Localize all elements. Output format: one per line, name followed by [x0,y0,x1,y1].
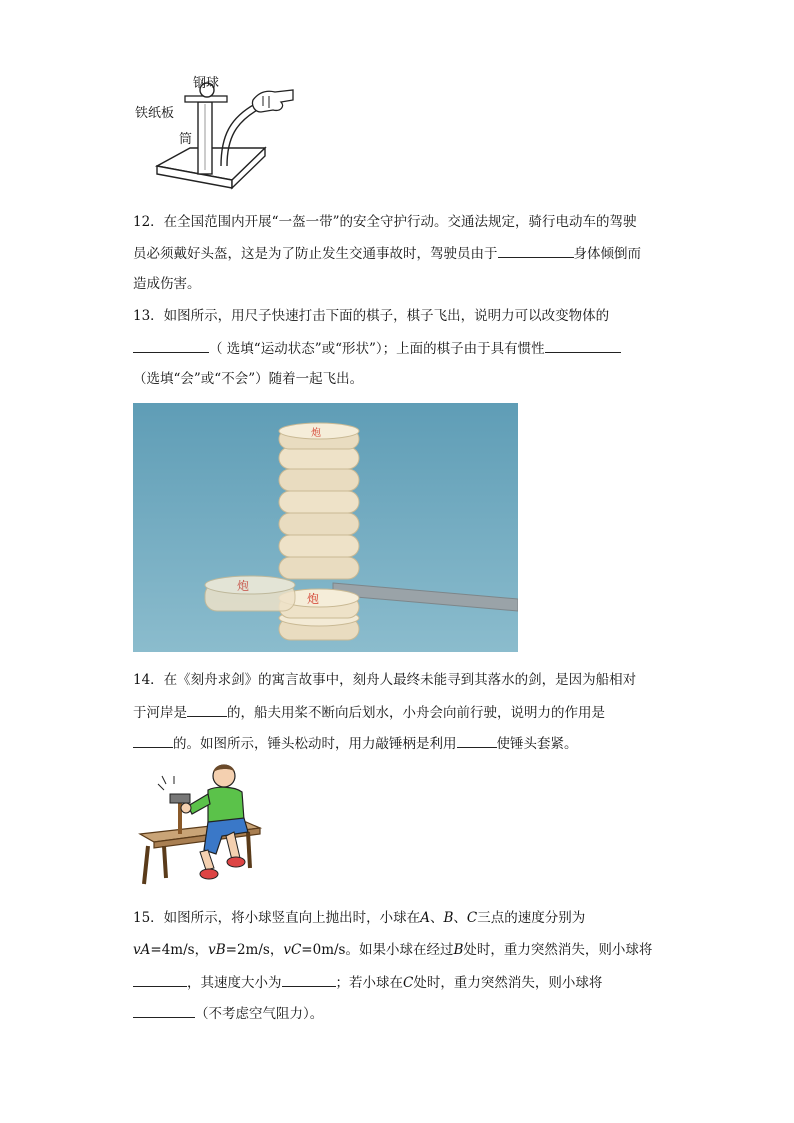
q15-blank-3[interactable] [133,1003,195,1018]
q14-line1: 14．在《刻舟求剑》的寓言故事中，刻舟人最终未能寻到其落水的剑，是因为船相对 [133,672,637,688]
svg-text:炮: 炮 [237,579,250,593]
q15-line2: vA=4m/s，vB=2m/s，vC=0m/s。如果小球在经过B处时，重力突然消失，则小球将 [133,942,653,958]
q12-line3: 造成伤害。 [133,276,201,292]
q13-blank-2[interactable] [545,338,621,353]
q12-blank[interactable] [498,243,574,258]
q13-line1: 13．如图所示，用尺子快速打击下面的棋子，棋子飞出，说明力可以改变物体的 [133,308,610,324]
checkers-stack-image [133,403,518,652]
label-tube: 筒 [179,132,193,147]
q12-line1: 12．在全国范围内开展“一盔一带”的安全守护行动。交通法规定，骑行电动车的驾驶 [133,214,637,230]
q13-blank-1[interactable] [133,338,209,353]
label-steel-ball: 钢球 [193,76,220,91]
q14-blank-3[interactable] [457,733,497,748]
svg-text:炮: 炮 [311,428,321,439]
q13-line3: （选填“会”或“不会”）随着一起飞出。 [133,371,364,387]
q14-blank-1[interactable] [187,702,227,717]
hammer-illustration [136,762,266,888]
q15-line4: （不考虑空气阻力）。 [133,1003,323,1024]
q14-line3: 的。如图所示，锤头松动时，用力敲锤柄是利用 使锤头套紧。 [133,733,578,754]
label-plate: 铁纸板 [135,106,175,121]
q14-blank-2[interactable] [133,733,173,748]
q15-line1: 15．如图所示，将小球竖直向上抛出时，小球在A、B、C三点的速度分别为 [133,910,586,926]
q15-blank-1[interactable] [133,972,187,987]
q13-line2: （ 选填“运动状态”或“形状”）；上面的棋子由于具有惯性 [133,338,621,359]
q15-line3: ，其速度大小为 ；若小球在C处时，重力突然消失，则小球将 [133,972,602,993]
apparatus-figure [135,66,300,196]
q15-blank-2[interactable] [282,972,336,987]
q14-line2: 于河岸是 的，船夫用桨不断向后划水，小舟会向前行驶，说明力的作用是 [133,702,605,723]
checkers-photo [133,403,518,652]
svg-text:炮: 炮 [307,592,320,606]
man-hammering-drawing [136,762,266,888]
q12-line2: 员必须戴好头盔，这是为了防止发生交通事故时，驾驶员由于 身体倾倒而 [133,243,641,264]
